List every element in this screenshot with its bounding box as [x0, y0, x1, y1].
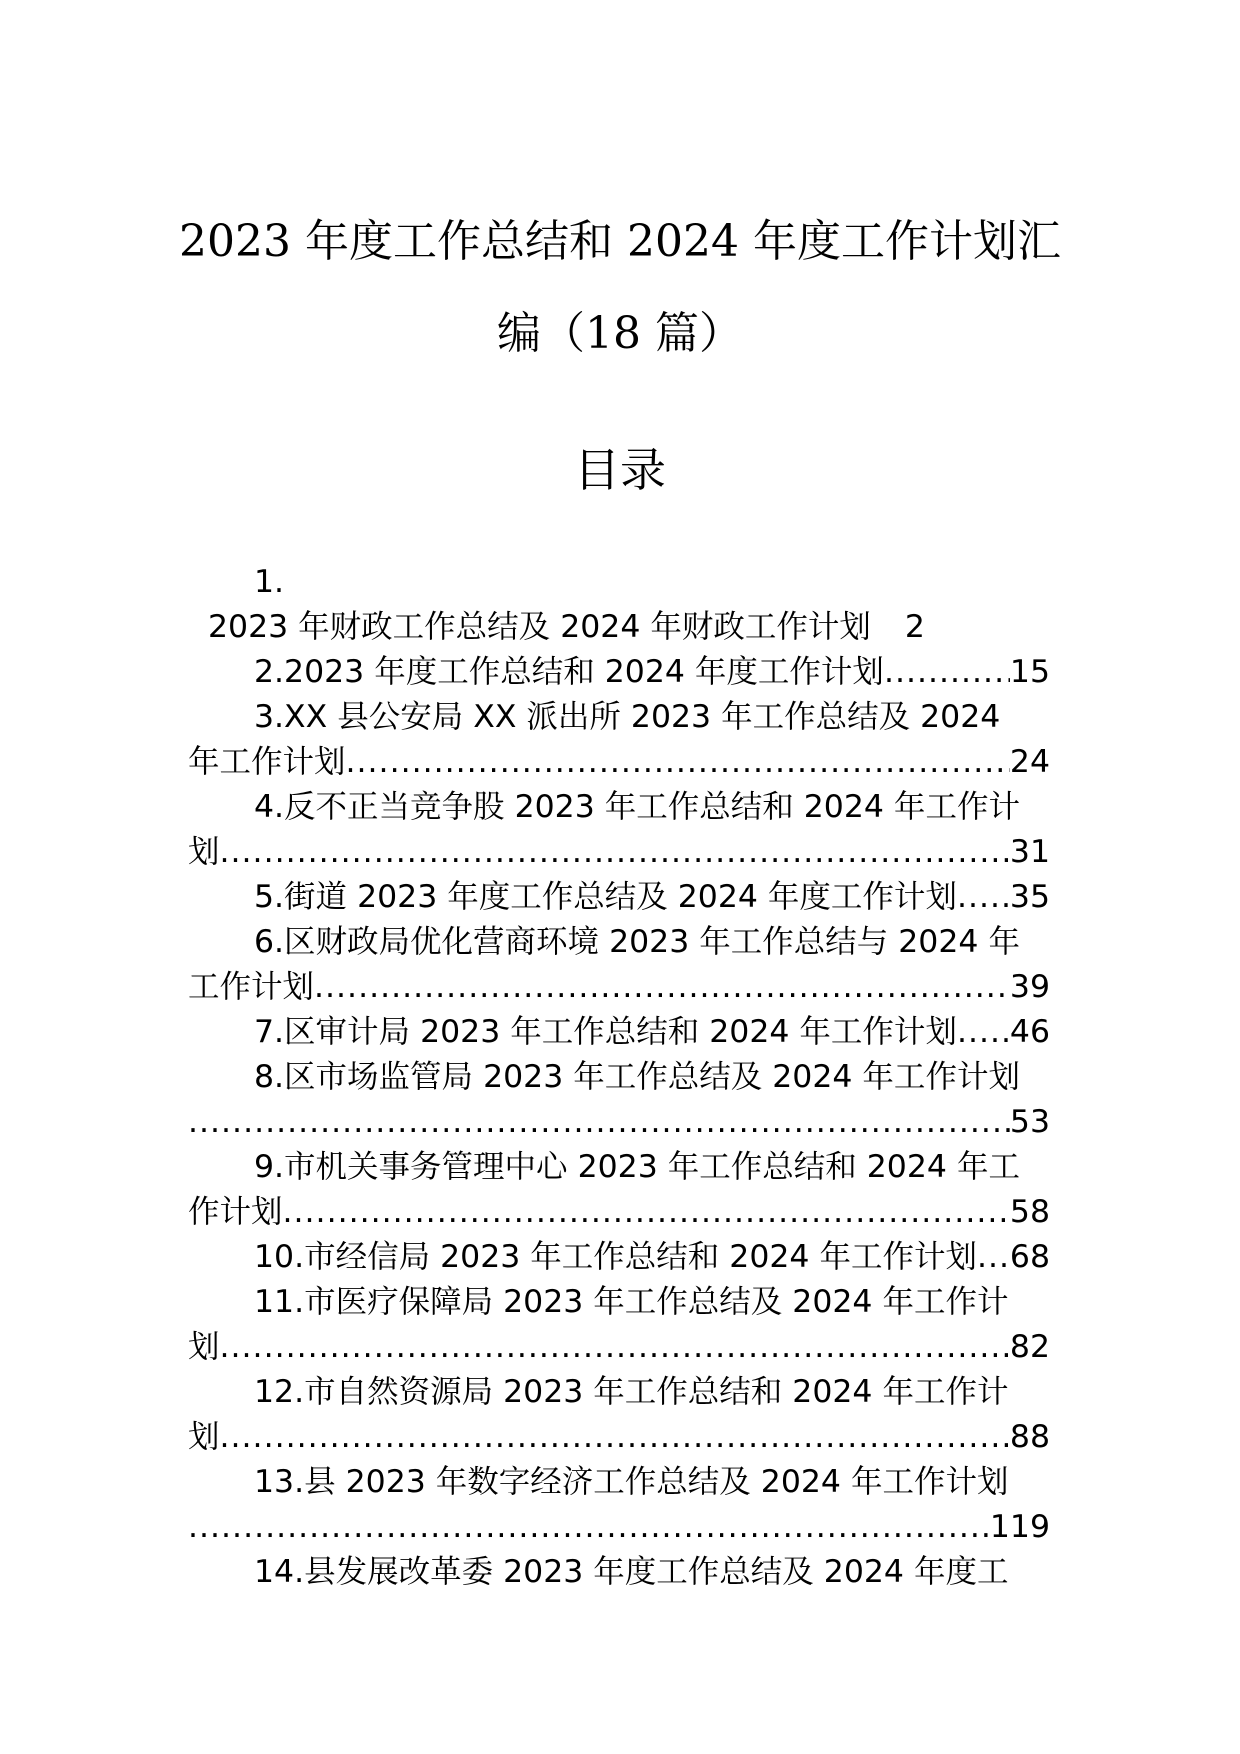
toc-entry-5[interactable]	[188, 875, 1050, 920]
toc-entry-12-line-2[interactable]	[188, 1415, 1050, 1460]
toc-entry-10[interactable]	[188, 1235, 1050, 1280]
leader-dots	[283, 1190, 1010, 1235]
toc-entry-9-title-cont: 作计划	[188, 1194, 283, 1230]
toc-entry-8-line-2[interactable]	[188, 1100, 1050, 1145]
toc-entry-12-line-1[interactable]: 12.市自然资源局 2023 年工作总结和 2024 年工作计	[254, 1374, 1009, 1410]
toc-entry-9-line-1[interactable]: 9.市机关事务管理中心 2023 年工作总结和 2024 年工	[254, 1149, 1020, 1185]
leader-dots	[346, 740, 1010, 785]
toc-entry-1-page: 2	[904, 609, 925, 645]
table-of-contents	[188, 560, 1050, 1595]
toc-entry-2[interactable]	[188, 650, 1050, 695]
toc-entry-11-line-1[interactable]: 11.市医疗保障局 2023 年工作总结及 2024 年工作计	[254, 1284, 1009, 1320]
toc-entry-9-line-2[interactable]	[188, 1190, 1050, 1235]
toc-entry-4-line-2[interactable]	[188, 830, 1050, 875]
toc-entry-14-line-1[interactable]: 14.县发展改革委 2023 年度工作总结及 2024 年度工	[254, 1554, 1009, 1590]
toc-entry-6-page: 39	[1009, 969, 1050, 1005]
toc-entry-10-page: 68	[1009, 1239, 1050, 1275]
toc-entry-3-line-2[interactable]	[188, 740, 1050, 785]
toc-entry-13-line-2[interactable]	[188, 1505, 1050, 1550]
leader-dots	[220, 1415, 1010, 1460]
toc-entry-6-line-1[interactable]: 6.区财政局优化营商环境 2023 年工作总结与 2024 年	[254, 924, 1020, 960]
toc-entry-12-title-cont: 划	[188, 1419, 220, 1455]
toc-entry-5-title: 5.街道 2023 年度工作总结及 2024 年度工作计划	[254, 879, 957, 915]
document-title-line-2: 编（18 篇）	[497, 308, 743, 359]
toc-entry-1-title: 2023 年财政工作总结及 2024 年财政工作计划	[208, 609, 871, 645]
toc-entry-6-line-2[interactable]	[188, 965, 1050, 1010]
leader-dots	[220, 830, 1010, 875]
toc-entry-13-line-1[interactable]: 13.县 2023 年数字经济工作总结及 2024 年工作计划	[254, 1464, 1009, 1500]
leader-dots	[220, 1325, 1010, 1370]
toc-entry-7-title: 7.区审计局 2023 年工作总结和 2024 年工作计划	[254, 1014, 957, 1050]
document-title-line-1: 2023 年度工作总结和 2024 年度工作计划汇	[179, 216, 1061, 267]
toc-entry-7[interactable]	[188, 1010, 1050, 1055]
toc-entry-1[interactable]	[188, 605, 1050, 650]
leader-dots	[884, 650, 1010, 695]
leader-dots	[957, 875, 1010, 920]
toc-entry-4-page: 31	[1009, 834, 1050, 870]
toc-entry-3-title-cont: 年工作计划	[188, 744, 346, 780]
leader-dots	[314, 965, 1010, 1010]
toc-entry-4-line-1[interactable]: 4.反不正当竞争股 2023 年工作总结和 2024 年工作计	[254, 789, 1020, 825]
toc-entry-11-page: 82	[1009, 1329, 1050, 1365]
toc-entry-2-title: 2.2023 年度工作总结和 2024 年度工作计划	[254, 654, 884, 690]
toc-entry-11-title-cont: 划	[188, 1329, 220, 1365]
leader-dots	[977, 1235, 1010, 1280]
toc-entry-11-line-2[interactable]	[188, 1325, 1050, 1370]
toc-entry-3-line-1[interactable]: 3.XX 县公安局 XX 派出所 2023 年工作总结及 2024	[254, 699, 1001, 735]
leader-dots	[957, 1010, 1010, 1055]
toc-heading: 目录	[574, 443, 666, 497]
toc-entry-9-page: 58	[1009, 1194, 1050, 1230]
leader-dots	[188, 1100, 1010, 1145]
toc-entry-8-line-1[interactable]: 8.区市场监管局 2023 年工作总结及 2024 年工作计划	[254, 1059, 1020, 1095]
toc-entry-13-page: 119	[989, 1509, 1050, 1545]
toc-entry-10-title: 10.市经信局 2023 年工作总结和 2024 年工作计划	[254, 1239, 977, 1275]
toc-entry-12-page: 88	[1009, 1419, 1050, 1455]
toc-entry-2-page: 15	[1009, 654, 1050, 690]
leader-dots	[188, 1505, 990, 1550]
toc-entry-7-page: 46	[1009, 1014, 1050, 1050]
toc-entry-3-page: 24	[1009, 744, 1050, 780]
toc-entry-4-title-cont: 划	[188, 834, 220, 870]
toc-entry-1-number[interactable]: 1.	[254, 564, 285, 600]
toc-entry-5-page: 35	[1009, 879, 1050, 915]
toc-entry-6-title-cont: 工作计划	[188, 969, 315, 1005]
toc-entry-8-page: 53	[1009, 1104, 1050, 1140]
